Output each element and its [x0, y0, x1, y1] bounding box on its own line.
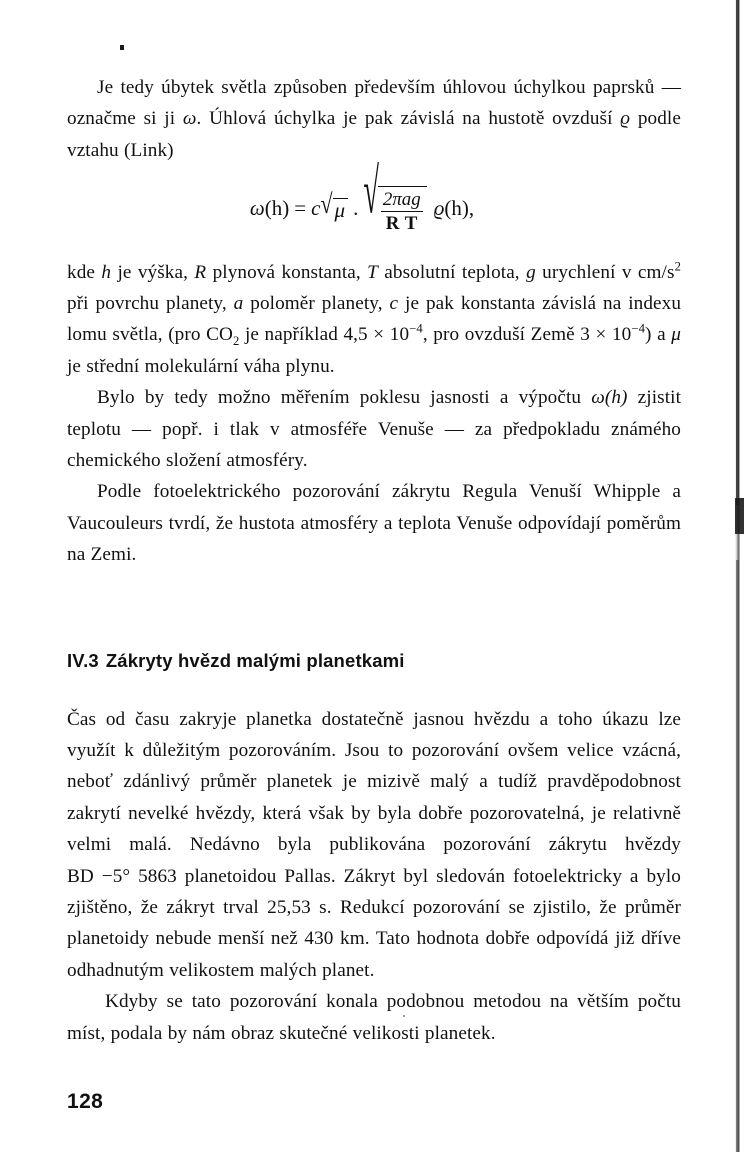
planetoid-diameter-value: 430 km	[304, 928, 365, 950]
asteroid-text-a: Čas od času zakryje planetka dostatečně jasnou hvězdu a toho úkazu lze využít k důležitým pozorováním. Jsou to pozorování ovšem velice vzácná, neboť zdánlivý průměr planetek je mizivě malý a tudíž pravděpodobnost zakrytí nevelké hvězdy, která však by byla dobře pozorovatelná, je relativně velmi malá. Nedávno byla publikována pozorování zákrytu hvězdy	[67, 708, 681, 856]
legend-text-k: ) a	[645, 324, 672, 346]
symbol-omega-of-h: ω(h)	[591, 387, 628, 409]
symbol-g: g	[526, 261, 536, 283]
heading-bottom-spacer	[67, 672, 681, 704]
asteroid-text-b: planetoidou Pallas. Zákryt byl sledován fotoelektricky a bylo zjištěno, že zákryt trval	[67, 865, 681, 919]
scan-edge-dark-upper	[736, 0, 739, 505]
formula-fraction-denominator: R T	[381, 211, 423, 234]
formula-rho-term	[427, 196, 469, 220]
occultation-duration-value: 25,53 s	[267, 897, 327, 919]
paragraph-intro-text-a: Je tedy úbytek světla způsoben především úhlovou úchylkou paprsků — označme si ji	[67, 77, 681, 130]
ink-speck-artifact	[120, 45, 124, 50]
superscript-exponent-minus4-b: −4	[631, 321, 646, 336]
formula-sqrt-mu	[320, 188, 348, 223]
section-number: IV.3	[67, 649, 99, 671]
page-text-column	[67, 72, 681, 1049]
paragraph-intro	[67, 72, 681, 166]
formula-rho: ϱ	[433, 196, 445, 221]
superscript-squared: 2	[674, 259, 681, 274]
symbol-T: T	[367, 261, 378, 283]
formula-fraction	[381, 189, 423, 234]
symbol-a: a	[233, 292, 244, 314]
paragraph-temperature-method	[67, 382, 681, 476]
formula-fraction-numerator: 2πag	[382, 189, 421, 211]
formula-equals: =	[294, 196, 307, 221]
legend-text-h: je pak konstanta závislá na indexu lomu světla, (pro CO	[67, 292, 682, 346]
temperature-text-b: zjistit teplotu — popř. i tlak v atmosféře Venuše — za předpokladu známého chemického složení atmosféry.	[67, 387, 682, 471]
section-heading	[67, 650, 681, 672]
scan-edge-dark-lower	[736, 560, 739, 1152]
page-number: 128	[67, 1090, 104, 1113]
scan-edge-shadow	[735, 0, 740, 1152]
legend-text-b: je výška,	[111, 261, 195, 283]
legend-text-g: poloměr planety,	[243, 292, 390, 314]
paragraph-intro-text-c: podle vztahu (Link)	[67, 108, 681, 161]
legend-text-a: kde	[67, 261, 102, 283]
scan-edge-notch	[735, 498, 744, 534]
formula-multiplication-dot: .	[353, 196, 359, 221]
star-designation: BD −5° 5863	[67, 865, 177, 887]
formula-mu: μ	[334, 198, 346, 223]
symbol-omega: ω	[182, 108, 197, 130]
temperature-text-a: Bylo by tedy možno měřením poklesu jasnosti a výpočtu	[97, 387, 592, 409]
formula-sqrt-fraction	[363, 158, 426, 235]
symbol-c: c	[389, 292, 399, 314]
legend-text-d: absolutní teplota,	[377, 261, 527, 283]
formula-rho-argument: (h)	[444, 196, 469, 221]
paragraph-asteroid-occultations	[67, 704, 681, 987]
formula-omega-argument: (h)	[264, 196, 290, 221]
formula-omega: ω	[249, 196, 265, 221]
paragraph-intro-text-b: . Úhlová úchylka je pak závislá na hustotě ovzduší	[196, 108, 621, 130]
asteroid-text-d: . Tato hodnota dobře odpovídá již dříve odhadnutým velikostem malých planet.	[67, 928, 681, 981]
legend-text-e: urychlení v cm/s	[535, 261, 675, 283]
legend-text-i: je například 4,5 × 10	[239, 324, 410, 346]
symbol-mu: μ	[671, 324, 681, 346]
paragraph-regulus-occultation: Podle fotoelektrického pozorování zákrytu Regula Venuší Whipple a Vaucouleurs tvrdí, že hustota atmosféry a teplota Venuše odpovídají poměrům na Zemi.	[67, 481, 681, 566]
legend-text-j: , pro ovzduší Země 3 × 10	[422, 324, 632, 346]
paragraph-variable-legend	[67, 257, 681, 383]
superscript-exponent-minus4-a: −4	[409, 321, 423, 336]
legend-text-l: je střední molekulární váha plynu.	[67, 355, 335, 377]
asteroid-text-c: . Redukcí pozorování se zjistilo, že průměr planetoidy nebude menší než	[67, 897, 681, 950]
paragraph-multi-station-conclusion: Kdyby se tato pozorování konala podobnou metodou na větším počtu míst, podala by nám obraz skutečné velikosti planetek.	[67, 991, 681, 1044]
legend-text-c: plynová konstanta,	[206, 261, 368, 283]
heading-top-spacer	[67, 571, 681, 650]
formula-trailing-comma: ,	[468, 196, 475, 221]
section-title: Zákryty hvězd malými planetkami	[105, 649, 405, 671]
symbol-rho: ϱ	[620, 108, 631, 130]
subscript-co2: 2	[232, 334, 240, 349]
formula-expression	[249, 158, 475, 235]
legend-text-f: při povrchu planety,	[67, 292, 234, 314]
formula-coefficient-c: c	[311, 196, 321, 221]
symbol-R: R	[194, 261, 207, 283]
radical-sign-large-icon: √	[363, 158, 379, 229]
symbol-h: h	[101, 261, 112, 283]
radical-sign-icon: √	[320, 188, 333, 220]
display-formula	[67, 158, 681, 235]
